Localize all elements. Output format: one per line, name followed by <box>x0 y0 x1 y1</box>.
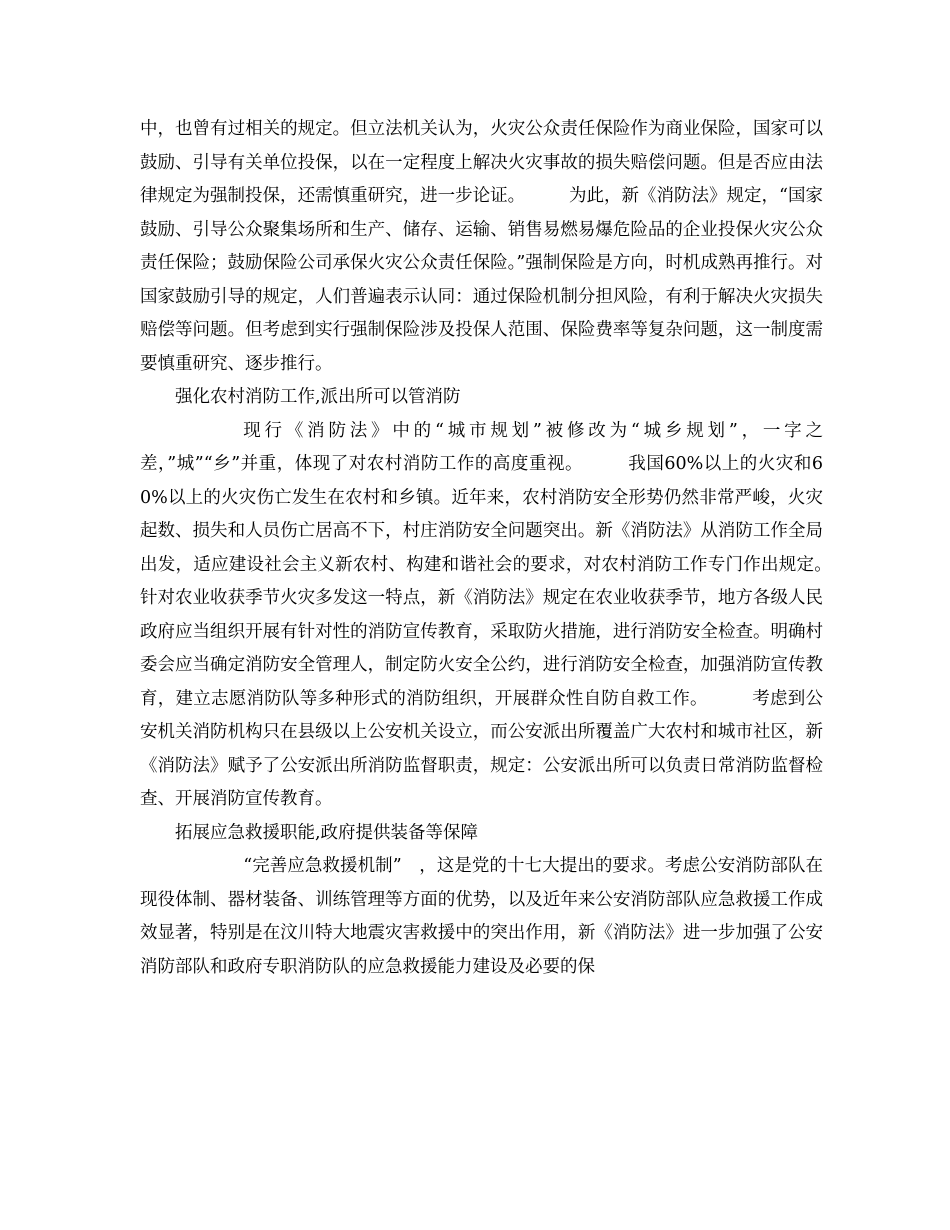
section-heading-emergency-rescue: 拓展应急救援职能,政府提供装备等保障 <box>175 822 479 843</box>
body-paragraph-emergency-rescue: “完善应急救援机制” ，这是党的十七大提出的要求。考虑公安消防部队在现役体制、器材装备、训练管理等方面的优势，以及近年来公安消防部队应急救援工作成效显著，特别是在汶川特大地震灾害救援中的突出作用，新《消防法》进一步加强了公安消防部队和政府专职消防队的应急救援能力建设及必要的保 <box>140 856 823 977</box>
section-heading-rural-fire: 强化农村消防工作,派出所可以管消防 <box>175 387 461 407</box>
body-paragraph-insurance: 中，也曾有过相关的规定。但立法机关认为，火灾公众责任保险作为商业保险，国家可以鼓励、引导有关单位投保，以在一定程度上解决火灾事故的损失赔偿问题。但是否应由法律规定为强制投保，还需慎重研究，进一步论证。 为此，新《消防法》规定，“国家鼓励、引导公众聚集场所和生产、储存、运输、销售易燃易爆危险品的企业投保火灾公众责任保险；鼓励保险公司承保火灾公众责任保险。”强制保险是方向，时机成熟再推行。对国家鼓励引导的规定，人们普遍表示认同：通过保险机制分担风险，有利于解决火灾损失赔偿等问题。但考虑到实行强制保险涉及投保人范围、保险费率等复杂问题，这一制度需要慎重研究、逐步推行。 <box>140 119 823 374</box>
document-page <box>140 113 876 984</box>
body-paragraph-rural-fire: 现行《消防法》中的“城市规划”被修改为“城乡规划”，一字之差，”城”“乡”并重，体现了对农村消防工作的高度重视。 我国60%以上的火灾和60%以上的火灾伤亡发生在农村和乡镇。近年来，农村消防安全形势仍然非常严峻，火灾起数、损失和人员伤亡居高不下，村庄消防安全问题突出。新《消防法》从消防工作全局出发，适应建设社会主义新农村、构建和谐社会的要求，对农村消防工作专门作出规定。 针对农业收获季节火灾多发这一特点，新《消防法》规定在农业收获季节，地方各级人民政府应当组织开展有针对性的消防宣传教育，采取防火措施，进行消防安全检查。明确村委会应当确定消防安全管理人，制定防火安全公约，进行消防安全检查，加强消防宣传教育，建立志愿消防队等多种形式的消防组织，开展群众性自防自救工作。 考虑到公安机关消防机构只在县级以上公安机关设立，而公安派出所覆盖广大农村和城市社区，新《消防法》赋予了公安派出所消防监督职责，规定：公安派出所可以负责日常消防监督检查、开展消防宣传教育。 <box>140 420 876 809</box>
